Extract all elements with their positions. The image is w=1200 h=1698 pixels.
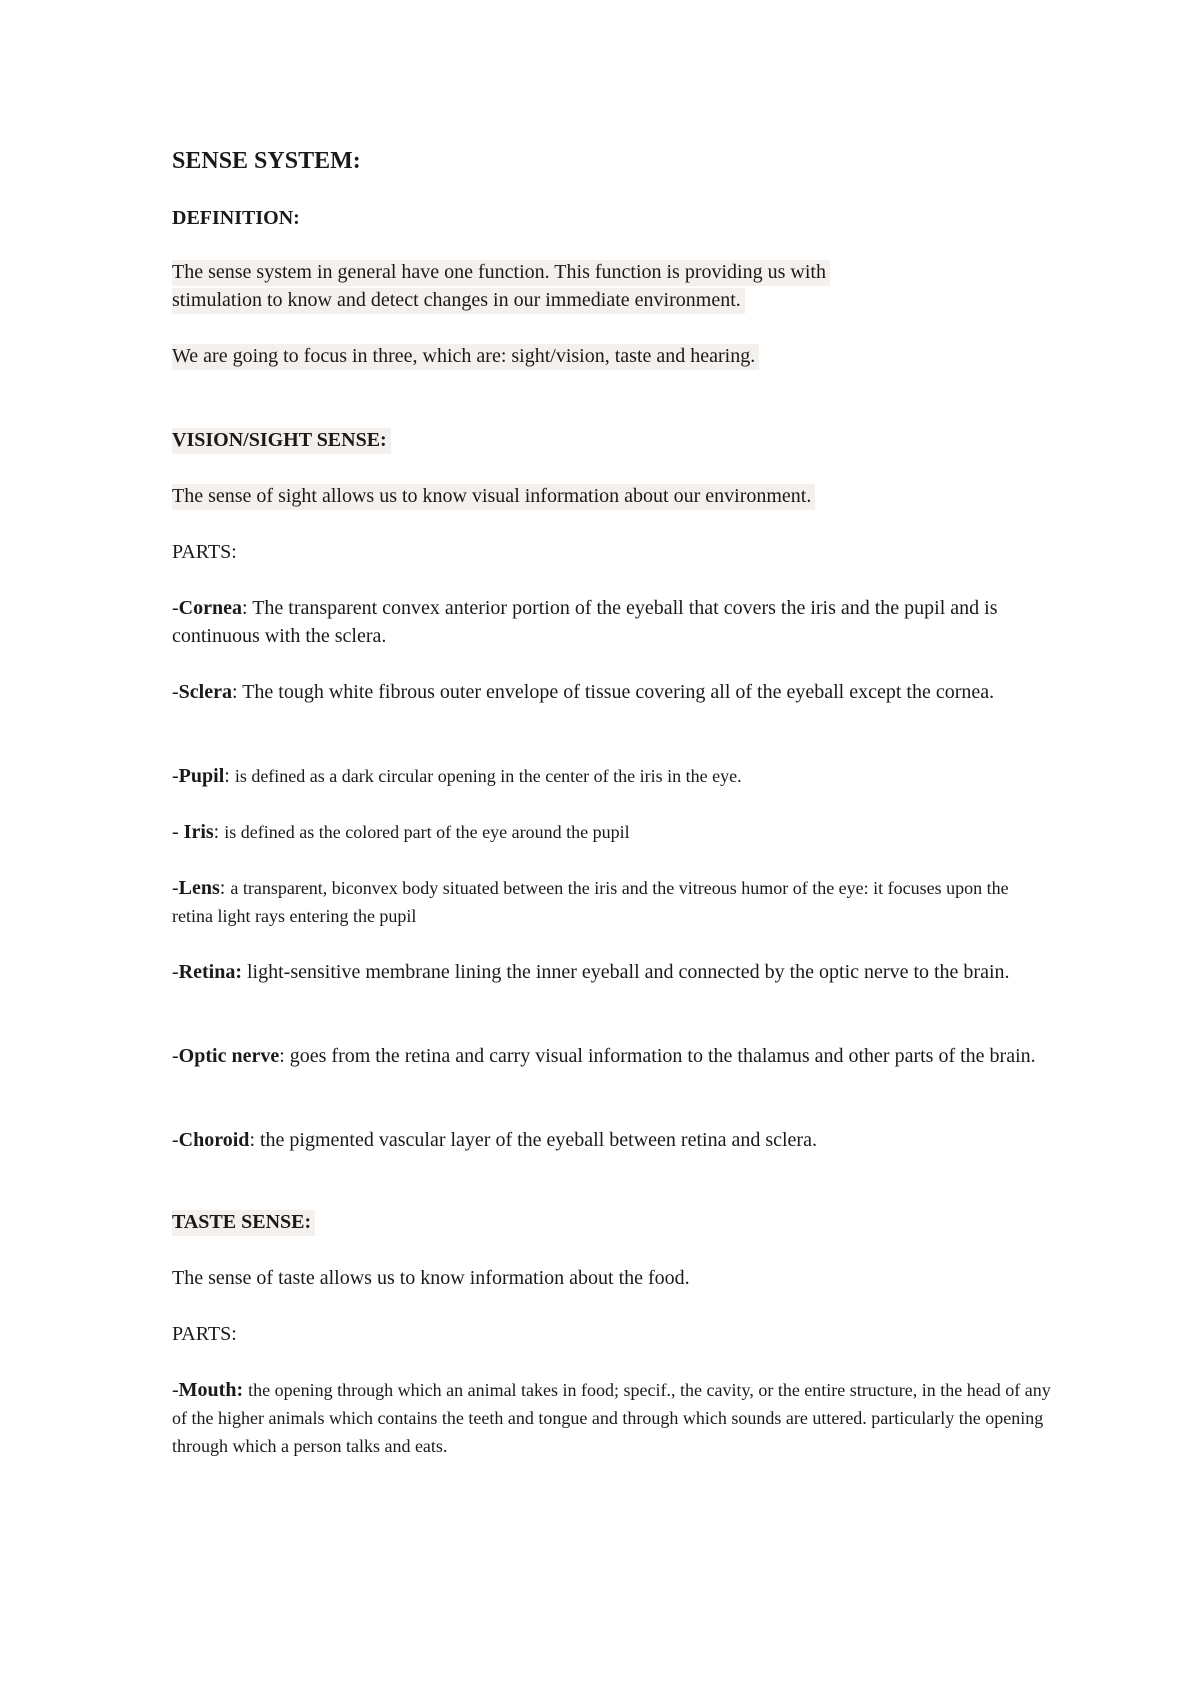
taste-heading: [172, 1208, 1052, 1236]
part-item-pupil: -Pupil: is defined as a dark circular opening in the center of the iris in the eye.: [172, 765, 742, 787]
part-item-retina: -Retina: light-sensitive membrane lining the inner eyeball and connected by the optic nerve to the brain.: [172, 961, 1010, 983]
taste-intro: The sense of taste allows us to know information about the food.: [172, 1267, 690, 1289]
part-item-lens: -Lens: a transparent, biconvex body situated between the iris and the vitreous humor of the eye: it focuses upon the retina light rays entering the pupil: [172, 877, 1009, 926]
part-description: a transparent, biconvex body situated between the iris and the vitreous humor of the eye: it focuses upon the retina light rays entering the pupil: [172, 878, 1009, 926]
part-separator: :: [219, 877, 231, 899]
definition-paragraph: [172, 258, 1052, 314]
part-description: The tough white fibrous outer envelope of tissue covering all of the eyeball except the cornea.: [242, 681, 995, 703]
vision-heading: [172, 426, 1052, 454]
part-item-sclera: -Sclera: The tough white fibrous outer envelope of tissue covering all of the eyeball except the cornea.: [172, 681, 995, 703]
part-separator: :: [249, 1129, 260, 1151]
part-description: is defined as the colored part of the eye around the pupil: [224, 822, 630, 842]
page-title: SENSE SYSTEM:: [172, 148, 361, 174]
part-term: Retina:: [178, 961, 242, 983]
part-item-optic-nerve: -Optic nerve: goes from the retina and carry visual information to the thalamus and other parts of the brain.: [172, 1045, 1036, 1067]
part-item-iris: - Iris: is defined as the colored part of the eye around the pupil: [172, 821, 630, 843]
part-description: the pigmented vascular layer of the eyeball between retina and sclera.: [260, 1129, 817, 1151]
part-term: Cornea: [178, 597, 242, 619]
part-description: The transparent convex anterior portion of the eyeball that covers the iris and the pupil and is continuous with the sclera.: [172, 597, 998, 647]
taste-parts-label: PARTS:: [172, 1323, 237, 1345]
part-separator: :: [213, 821, 225, 843]
definition-heading: DEFINITION:: [172, 207, 300, 229]
part-separator: :: [242, 597, 253, 619]
definition-line-1: The sense system in general have one function. This function is providing us with: [172, 260, 830, 286]
part-separator: :: [224, 765, 235, 787]
part-item-cornea: -Cornea: The transparent convex anterior portion of the eyeball that covers the iris and the pupil and is continuous with the sclera.: [172, 597, 998, 647]
part-item-mouth: -Mouth: the opening through which an animal takes in food; specif., the cavity, or the entire structure, in the head of any of the higher animals which contains the teeth and tongue and through which sounds are uttered. particularly the opening through which a person talks and eats.: [172, 1379, 1051, 1456]
part-separator: :: [231, 681, 243, 703]
part-term: Iris: [183, 821, 214, 843]
focus-paragraph: [172, 342, 1052, 370]
part-term: Optic nerve: [178, 1045, 280, 1067]
part-description: the opening through which an animal takes in food; specif., the cavity, or the entire structure, in the head of any of the higher animals which contains the teeth and tongue and through which sounds are uttered. particularly the opening through which a person talks and eats.: [172, 1380, 1051, 1456]
part-description: light-sensitive membrane lining the inner eyeball and connected by the optic nerve to the brain.: [247, 961, 1010, 983]
focus-text: We are going to focus in three, which are: sight/vision, taste and hearing.: [172, 344, 759, 370]
vision-intro: [172, 482, 1052, 510]
part-item-choroid: -Choroid: the pigmented vascular layer of the eyeball between retina and sclera.: [172, 1129, 817, 1151]
taste-heading-text: TASTE SENSE:: [172, 1210, 315, 1236]
vision-intro-text: The sense of sight allows us to know visual information about our environment.: [172, 484, 815, 510]
part-term: Lens: [178, 877, 220, 899]
definition-line-2: stimulation to know and detect changes in our immediate environment.: [172, 288, 745, 314]
part-term: Mouth:: [178, 1379, 244, 1401]
vision-parts-label: PARTS:: [172, 541, 237, 563]
part-term: Choroid: [178, 1129, 250, 1151]
vision-heading-text: VISION/SIGHT SENSE:: [172, 428, 391, 454]
part-term: Sclera: [178, 681, 232, 703]
part-description: goes from the retina and carry visual information to the thalamus and other parts of the brain.: [289, 1045, 1036, 1067]
part-term: Pupil: [178, 765, 225, 787]
part-description: is defined as a dark circular opening in the center of the iris in the eye.: [234, 766, 742, 786]
part-separator: :: [279, 1045, 290, 1067]
